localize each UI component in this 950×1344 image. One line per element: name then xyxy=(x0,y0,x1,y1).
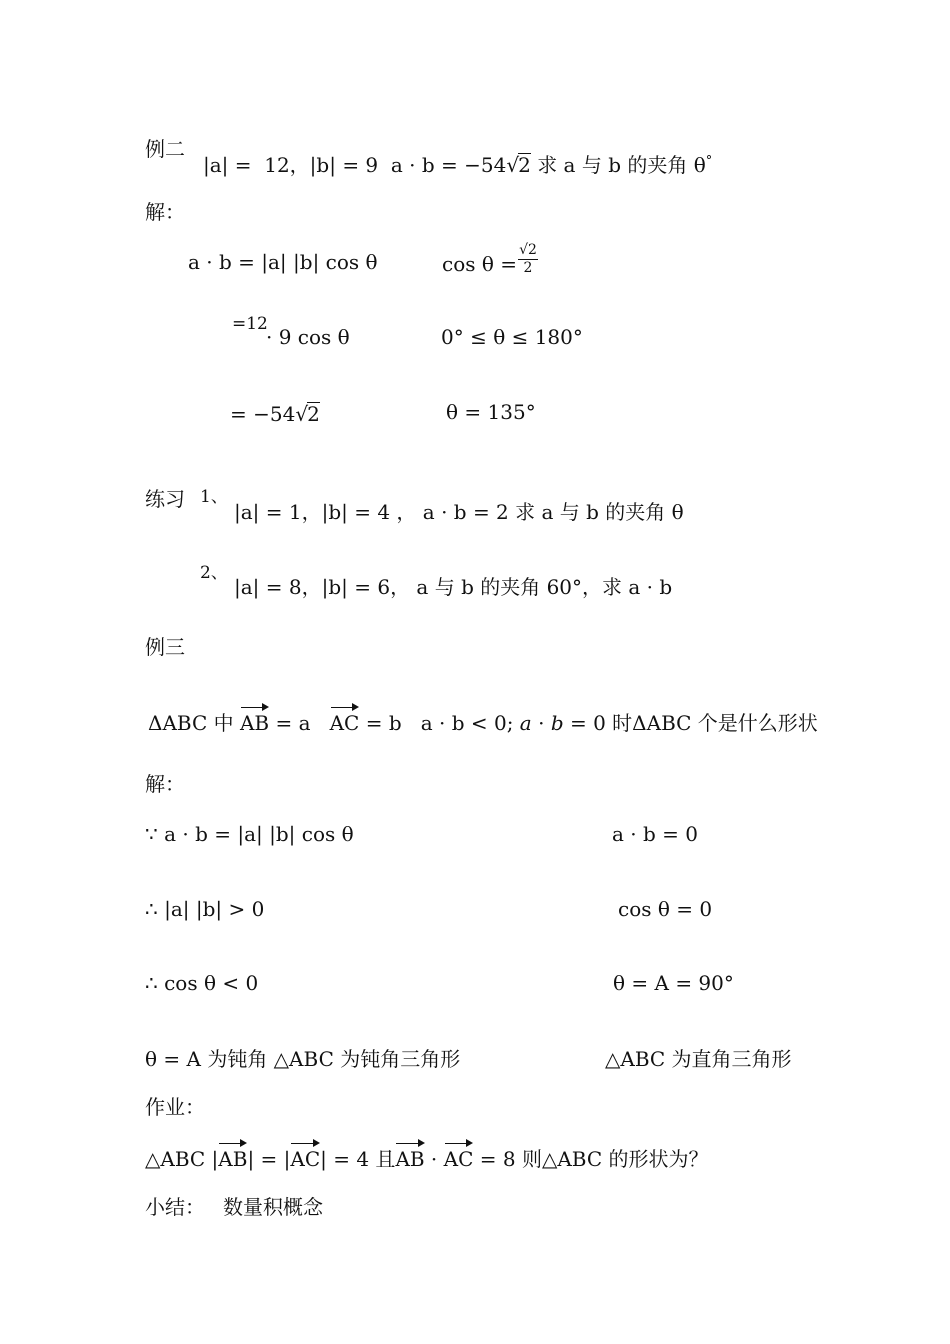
summary-text: 数量积概念 xyxy=(223,1195,323,1219)
practice-label: 练习 xyxy=(145,487,185,511)
example2-step2-a: =12 xyxy=(232,314,268,334)
fraction-denominator: 2 xyxy=(523,260,533,277)
example2-cos-right: cos θ = xyxy=(442,252,518,276)
fraction-numerator: √2 xyxy=(519,242,537,258)
practice-item1-text: |a| = 1，|b| = 4 ， a · b = 2 求 a 与 b 的夹角 θ xyxy=(234,500,684,524)
homework-problem: △ABC |AB| = |AC| = 4 且AB · AC = 8 则△ABC 的形状为？ xyxy=(145,1147,709,1171)
example2-solution-label: 解： xyxy=(145,200,185,224)
example3-line1-left: ∵ a · b = |a| |b| cos θ xyxy=(145,822,354,846)
example2-step2-b: · 9 cos θ xyxy=(266,325,350,349)
practice-item1-number: 1、 xyxy=(200,487,228,507)
example3-line3-left: ∴ cos θ < 0 xyxy=(145,971,259,995)
example3-line2-right: cos θ = 0 xyxy=(618,897,713,921)
example3-line4-right: △ABC 为直角三角形 xyxy=(605,1047,792,1071)
example2-step3: = −54√2 xyxy=(230,402,320,426)
example3-label: 例三 xyxy=(145,635,185,659)
summary-label: 小结： xyxy=(145,1195,205,1219)
example2-problem: |a| = 12，|b| = 9 a · b = −54√2 求 a 与 b 的夹角 θ° xyxy=(203,153,713,177)
example3-line1-right: a · b = 0 xyxy=(612,822,698,846)
example2-label: 例二 xyxy=(145,137,185,161)
example3-line3-right: θ = A = 90° xyxy=(613,971,734,995)
practice-item2-text: |a| = 8，|b| = 6， a 与 b 的夹角 60°，求 a · b xyxy=(234,575,673,599)
example3-problem: ΔABC 中 AB = a AC = b a · b < 0; a · b = 0 时ΔABC 个是什么形状 xyxy=(148,711,818,735)
example2-formula-left: a · b = |a| |b| cos θ xyxy=(188,250,378,274)
example3-line2-left: ∴ |a| |b| > 0 xyxy=(145,897,265,921)
example2-angle-range: 0° ≤ θ ≤ 180° xyxy=(441,325,583,349)
example3-solution-label: 解： xyxy=(145,772,185,796)
example3-line4-left: θ = A 为钝角 △ABC 为钝角三角形 xyxy=(145,1047,461,1071)
homework-label: 作业： xyxy=(145,1095,205,1119)
sqrt2-over-2-fraction xyxy=(518,243,538,277)
example2-answer: θ = 135° xyxy=(446,400,536,424)
practice-item2-number: 2、 xyxy=(200,563,228,583)
